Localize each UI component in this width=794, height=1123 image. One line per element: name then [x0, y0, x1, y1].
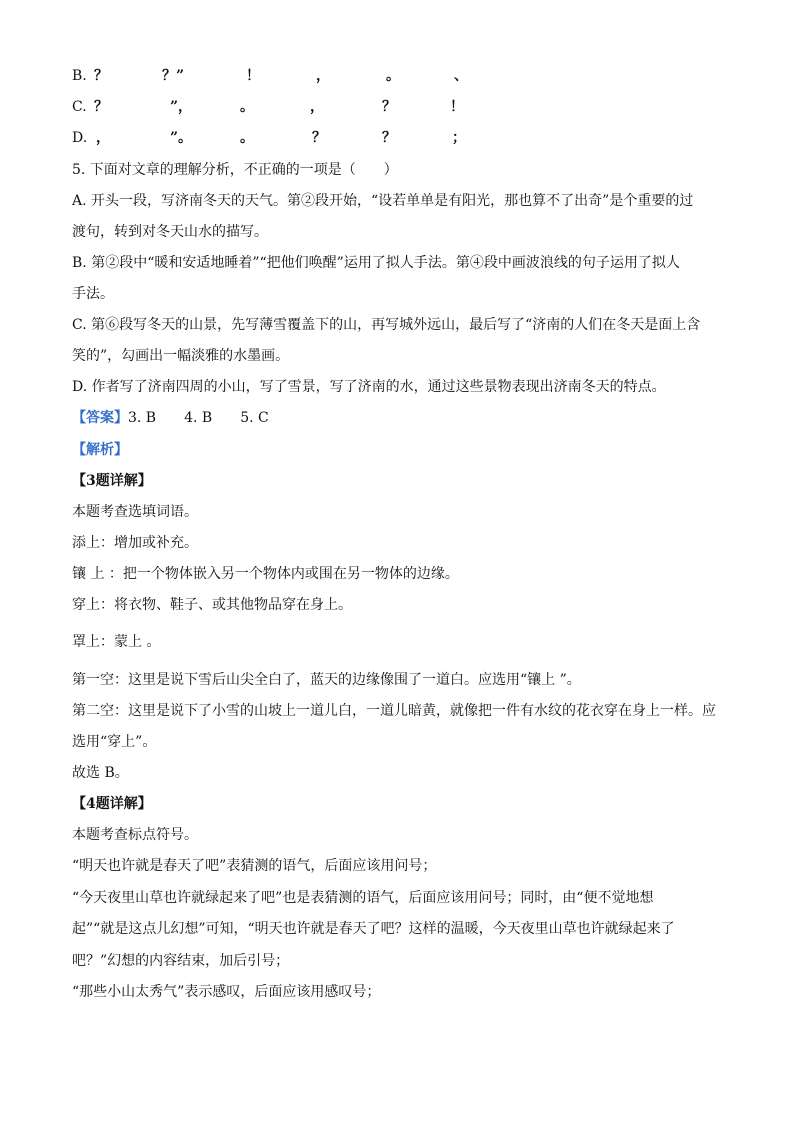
- detail-3-heading: 【3题详解】: [72, 473, 152, 489]
- detail-3-line: 穿上：将衣物、鞋子、或其他物品穿在身上。: [72, 597, 352, 613]
- punct-cell: ，: [310, 99, 324, 115]
- detail-3-line: 第二空：这里是说下了小雪的山坡上一道儿白，一道儿暗黄，就像把一件有水纹的花衣穿在身上一样。应: [72, 703, 716, 719]
- option-c-line-2: 笑的”，勾画出一幅淡雅的水墨画。: [72, 348, 290, 364]
- detail-3-line: 镶 上 ：把一个物体嵌入另一个物体内或围在另一物体的边缘。: [72, 566, 459, 582]
- detail-4-heading: 【4题详解】: [72, 796, 152, 812]
- detail-3-line: 添上：增加或补充。: [72, 535, 198, 551]
- answer-tag: 【答案】: [72, 410, 128, 426]
- punct-cell: ！: [450, 99, 464, 115]
- option-b-line-2: 手法。: [72, 286, 114, 302]
- punct-cell: ？: [312, 130, 326, 146]
- option-a-line-2: 渡句，转到对冬天山水的描写。: [72, 224, 268, 240]
- punct-cell: 。: [240, 130, 254, 146]
- detail-3-line: 第一空：这里是说下雪后山尖全白了，蓝天的边缘像围了一道白。应选用“镶上 ”。: [72, 672, 581, 688]
- punct-cell: ？: [94, 68, 108, 84]
- detail-3-line: 故选 B。: [72, 765, 129, 781]
- punct-cell: ！: [246, 68, 260, 84]
- option-label: B.: [72, 68, 87, 84]
- detail-4-line: 本题考查标点符号。: [72, 827, 198, 843]
- question-5-stem: 5. 下面对文章的理解分析，不正确的一项是（ ）: [72, 162, 398, 178]
- option-c-line-1: C. 第⑥段写冬天的山景，先写薄雪覆盖下的山，再写城外远山，最后写了“济南的人们在冬天是面上含: [72, 317, 701, 333]
- detail-4-line: 起”“就是这点儿幻想”可知，“明天也许就是春天了吧？这样的温暖，今天夜里山草也许就绿起来了: [72, 921, 675, 937]
- detail-4-line: “明天也许就是春天了吧”表猜测的语气，后面应该用问号；: [72, 858, 437, 874]
- detail-3-line: 本题考查选填词语。: [72, 504, 198, 520]
- detail-4-line: “那些小山太秀气”表示感叹，后面应该用感叹号；: [72, 984, 381, 1000]
- detail-3-line: 选用“穿上”。: [72, 734, 157, 750]
- punct-cell: ？: [382, 130, 396, 146]
- detail-4-line: “今天夜里山草也许就绿起来了吧”也是表猜测的语气，后面应该用问号；同时，由“便不觉地想: [72, 890, 654, 906]
- punct-cell: 、: [454, 68, 468, 84]
- punct-cell: ，: [96, 130, 110, 146]
- detail-4-line: 吧？”幻想的内容结束，加后引号；: [72, 953, 290, 969]
- analysis-tag: 【解析】: [72, 442, 128, 458]
- punct-cell: ？: [382, 99, 396, 115]
- punct-cell: ，: [316, 68, 330, 84]
- punct-cell: ；: [452, 130, 466, 146]
- punct-cell: 。: [386, 68, 400, 84]
- option-d-line-1: D. 作者写了济南四周的小山，写了雪景，写了济南的水，通过这些景物表现出济南冬天的特点。: [72, 379, 666, 395]
- option-label: C.: [72, 99, 87, 115]
- answer-text: 3. B 4. B 5. C: [128, 410, 269, 426]
- option-label: D.: [72, 130, 88, 146]
- detail-3-line: 罩上：蒙上 。: [72, 634, 161, 650]
- option-a-line-1: A. 开头一段，写济南冬天的天气。第②段开始，“设若单单是有阳光，那也算不了出奇”是个重要的过: [72, 193, 694, 209]
- answer-line: [72, 408, 722, 428]
- punct-cell: ？”: [162, 68, 185, 84]
- punct-cell: ？: [94, 99, 108, 115]
- punct-cell: ”。: [170, 130, 193, 146]
- punct-cell: ”，: [170, 99, 193, 115]
- option-b-line-1: B. 第②段中“暖和安适地睡着”“把他们唤醒”运用了拟人手法。第④段中画波浪线的句子运用了拟人: [72, 255, 680, 271]
- punct-cell: 。: [240, 99, 254, 115]
- analysis-heading: [72, 440, 722, 460]
